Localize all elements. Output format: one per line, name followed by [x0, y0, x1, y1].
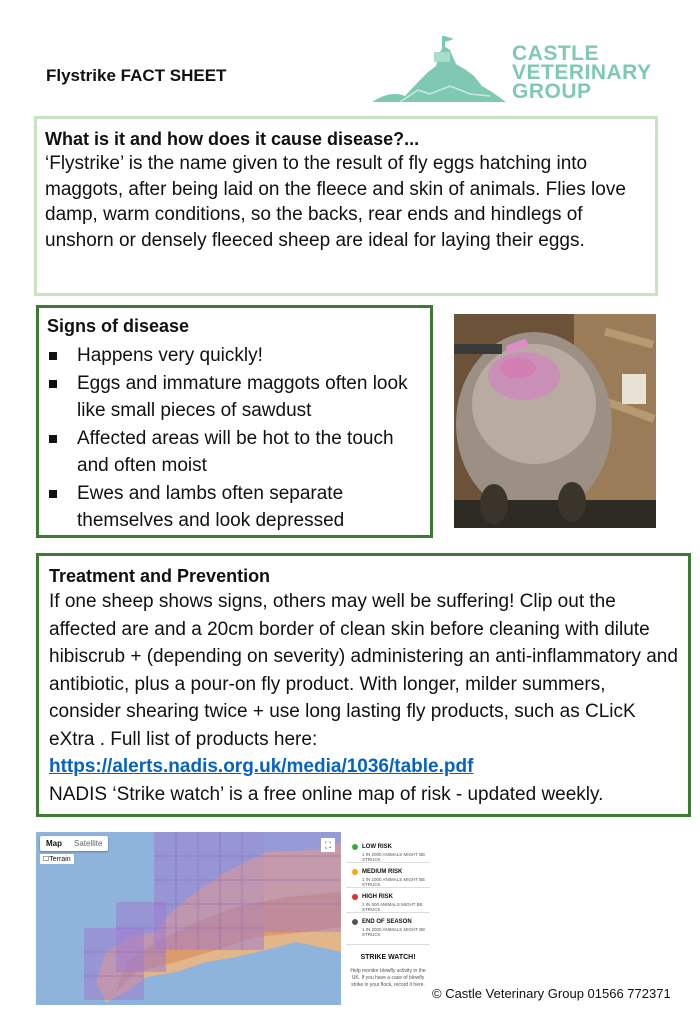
strike-watch-description: Help monitor blowfly activity in the UK. If you have a case of blowfly strike in your flock, record it here.: [350, 968, 426, 988]
tab-map[interactable]: Map: [46, 839, 62, 848]
terrain-checkbox[interactable]: ☐Terrain: [40, 854, 74, 864]
list-item: Happens very quickly!: [47, 342, 422, 370]
logo-wordmark: CASTLE VETERINARY GROUP: [512, 42, 652, 103]
treatment-heading: Treatment and Prevention: [49, 566, 271, 586]
grey-dot-icon: [352, 919, 358, 925]
risk-legend: [346, 832, 430, 1005]
signs-list: [47, 342, 422, 535]
treatment-body: If one sheep shows signs, others may well be suffering! Clip out the affected are and a 20cm border of clean skin before cleaning with dilute hibiscrub + (depending on severity) administering an anti-inflammatory and antibiotic, plus a pour-on fly product. With longer, milder summers, consider shearing twice + use long lasting fly products, such as CLicK eXtra . Full list of products here: https://alerts.nadis.org.uk/media/1036/table.pdf NADIS ‘Strike watch’ is a free online map of risk - updated weekly.: [49, 591, 678, 805]
legend-end-of-season: END OF SEASON 1 IN 2000 ANIMALS MIGHT BE STRUCK: [352, 919, 430, 937]
legend-low-risk: LOW RISK 1 IN 2000 ANIMALS MIGHT BE STRUCK: [352, 844, 430, 862]
nadis-products-link[interactable]: https://alerts.nadis.org.uk/media/1036/table.pdf: [49, 756, 474, 777]
signs-of-disease-section: [36, 305, 433, 538]
risk-map-graphic: [36, 832, 341, 1005]
what-is-it-heading: What is it and how does it cause disease?...: [45, 129, 420, 149]
signs-heading: Signs of disease: [47, 316, 190, 336]
sheep-flystrike-photo: [454, 314, 656, 528]
castle-hill-icon: [370, 30, 510, 110]
treatment-prevention-section: [36, 553, 691, 817]
page-title: Flystrike FACT SHEET: [46, 66, 227, 85]
tab-satellite[interactable]: Satellite: [74, 839, 103, 848]
what-is-it-section: [34, 116, 658, 296]
copyright-footer: © Castle Veterinary Group 01566 772371: [432, 986, 671, 1001]
map-type-tabs: [40, 836, 108, 851]
green-dot-icon: [352, 844, 358, 850]
legend-medium-risk: MEDIUM RISK 1 IN 1000 ANIMALS MIGHT BE STRUCK: [352, 869, 430, 887]
legend-high-risk: HIGH RISK 1 IN 500 ANIMALS MIGHT BE STRUCK: [352, 894, 430, 912]
strike-watch-map[interactable]: [36, 832, 341, 1005]
strike-watch-note: NADIS ‘Strike watch’ is a free online map of risk - updated weekly.: [49, 783, 604, 805]
list-item: Affected areas will be hot to the touch and often moist: [47, 425, 422, 480]
divider: [346, 912, 430, 913]
what-is-it-body: ‘Flystrike’ is the name given to the result of fly eggs hatching into maggots, after being laid on the fleece and skin of animals. Flies love damp, warm conditions, so the backs, rear ends and hindlegs of unshorn or densely fleeced sheep are ideal for laying their eggs.: [45, 153, 626, 251]
orange-dot-icon: [352, 869, 358, 875]
red-dot-icon: [352, 894, 358, 900]
castle-veterinary-logo: [370, 30, 670, 110]
list-item: Eggs and immature maggots often look like small pieces of sawdust: [47, 370, 422, 425]
divider: [346, 944, 430, 945]
strike-watch-title: STRIKE WATCH!: [360, 954, 416, 961]
divider: [346, 887, 430, 888]
divider: [346, 862, 430, 863]
list-item: Ewes and lambs often separate themselves and look depressed: [47, 480, 422, 535]
fullscreen-icon[interactable]: ⛶: [321, 838, 335, 852]
